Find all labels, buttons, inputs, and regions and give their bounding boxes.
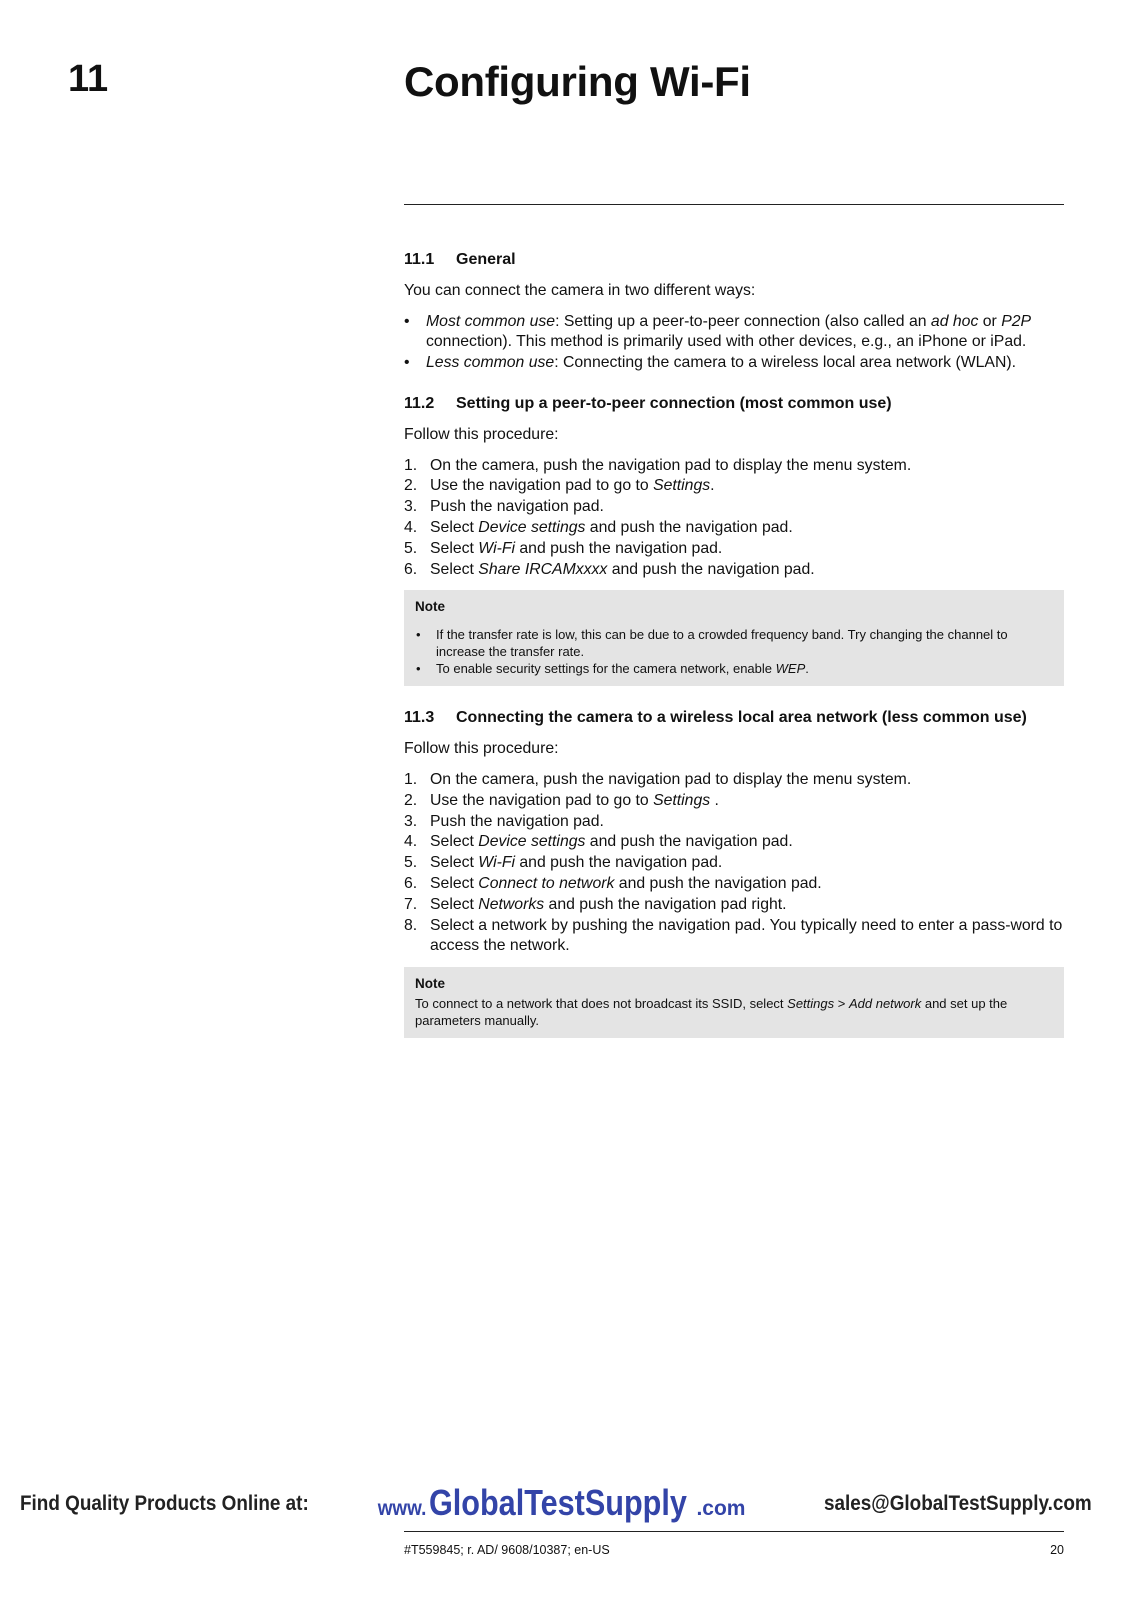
note-item: • If the transfer rate is low, this can be due to a crowded frequency band. Try changing the channel to increase the transfer rate. — [415, 626, 1053, 660]
step-item: 8. Select a network by pushing the navigation pad. You typically need to enter a pass-word to access the network. — [404, 916, 1063, 955]
step-item: 4. Select Device settings and push the navigation pad. — [404, 518, 793, 536]
step-item: 5. Select Wi-Fi and push the navigation pad. — [404, 854, 723, 872]
list-item: • Most common use: Setting up a peer-to-peer connection (also called an ad hoc or P2P connection). This method is primarily used with other devices, e.g., an iPhone or iPad. — [404, 312, 1064, 354]
section-heading-11-1: 11.1 General — [404, 251, 516, 268]
step-item: 2. Use the navigation pad to go to Settings. — [404, 477, 715, 495]
note-title: Note — [415, 599, 445, 615]
step-item: 4. Select Device settings and push the navigation pad. — [404, 833, 793, 851]
document-id: #T559845; r. AD/ 9608/10387; en-US — [404, 1543, 610, 1557]
note-text: To connect to a network that does not broadcast its SSID, select Settings > Add network and set up the parameters manually. — [415, 996, 1008, 1029]
section-intro: Follow this procedure: — [404, 425, 559, 443]
chapter-number: 11 — [68, 58, 109, 100]
footer-email-link[interactable]: sales@GlobalTestSupply.com — [824, 1492, 1092, 1515]
page-number: 20 — [1050, 1543, 1064, 1557]
step-item: 3. Push the navigation pad. — [404, 812, 604, 830]
step-item: 7. Select Networks and push the navigation pad right. — [404, 895, 787, 913]
footer-website-link[interactable]: www.GlobalTestSupply .com — [377, 1482, 746, 1523]
footer-banner — [0, 1482, 1132, 1522]
header-rule — [404, 204, 1064, 205]
footer-rule — [404, 1531, 1064, 1532]
note-box — [404, 590, 1064, 686]
note-title: Note — [415, 976, 445, 992]
section-heading-11-3: 11.3 Connecting the camera to a wireless local area network (less common use) — [404, 709, 1027, 727]
section-intro: Follow this procedure: — [404, 740, 559, 758]
footer-tagline: Find Quality Products Online at: — [20, 1492, 309, 1515]
step-item: 6. Select Connect to network and push the navigation pad. — [404, 874, 822, 892]
step-item: 5. Select Wi-Fi and push the navigation pad. — [404, 539, 723, 557]
note-box — [404, 967, 1064, 1038]
bullet-list — [404, 312, 1064, 374]
chapter-title: Configuring Wi-Fi — [404, 58, 751, 105]
step-item: 2. Use the navigation pad to go to Settings . — [404, 791, 719, 809]
step-list — [404, 770, 1064, 957]
section-intro: You can connect the camera in two different ways: — [404, 281, 756, 299]
step-item: 1. On the camera, push the navigation pad to display the menu system. — [404, 770, 912, 788]
step-item: 1. On the camera, push the navigation pad to display the menu system. — [404, 456, 912, 474]
step-item: 6. Select Share IRCAMxxxx and push the navigation pad. — [404, 560, 815, 578]
step-item: 3. Push the navigation pad. — [404, 498, 604, 516]
step-list — [404, 456, 1064, 581]
note-item: • To enable security settings for the camera network, enable WEP. — [415, 660, 1053, 677]
list-item: • Less common use: Connecting the camera to a wireless local area network (WLAN). — [404, 353, 1064, 374]
main-content — [404, 250, 1064, 1060]
section-heading-11-2: 11.2 Setting up a peer-to-peer connection (most common use) — [404, 394, 892, 412]
